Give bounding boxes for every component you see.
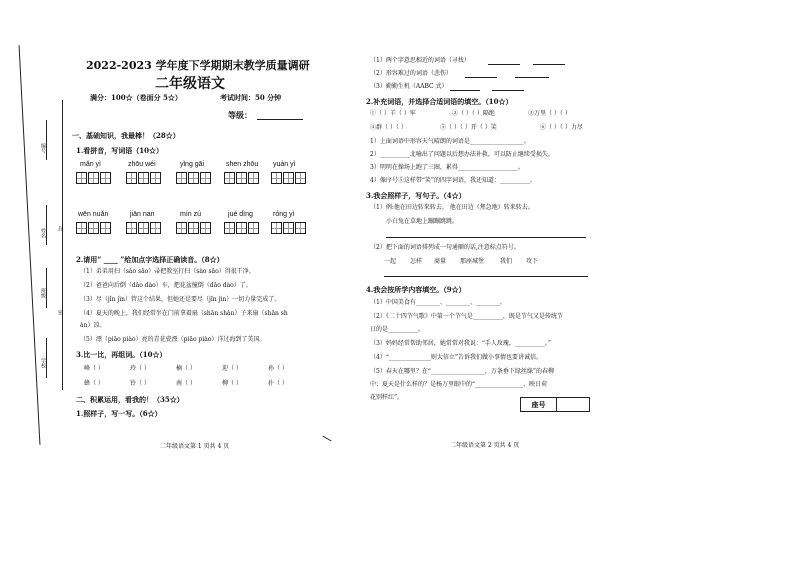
q4-item-5-cont: 中；夏天是什么样的？是杨万里眼中的“________________，映日荷 (370, 381, 548, 388)
pinyin-2-5: róng yì (273, 211, 295, 218)
fill-2-3: ⑥（ ）（ ）力尽 (540, 124, 583, 131)
compare-1-3: 楠（ ） (176, 365, 196, 372)
top-item-2: （2）形容难过的词语（悲伤） (370, 70, 452, 77)
q4-item-4: （4）“______________则大信立”告诉我们做小事情也要讲诚信。 (370, 354, 542, 361)
compare-1-4: 迎（ ） (222, 365, 242, 372)
blank-class (46, 268, 47, 308)
word-5: 我们 (500, 258, 513, 265)
compare-2-5: 扑（ ） (268, 380, 288, 387)
q2-item-4: （4）夏天的晚上，我们经常坐在门前拿着扇（shān shàn）子来扇（shān sh (80, 310, 288, 317)
char-grid-1-5[interactable] (271, 172, 307, 184)
blank-school (46, 338, 47, 378)
q4-item-3: （3）妈妈经常帮助邻居，她常常对我说：“手人玫瑰，__________。” (370, 340, 551, 347)
label-number: 编号 (40, 143, 46, 153)
q2-title: 2.请用“ ____ ”给加点字选择正确读音。（8☆） (76, 255, 224, 264)
word-1: 一起 (384, 258, 397, 265)
pinyin-2-4: jué dìng (228, 211, 253, 218)
top-item-3: （3）勤勤生机（AABC 式） (370, 83, 448, 90)
fill-1-2: ②（ ）（ ）隔绝 (452, 110, 495, 117)
top-blank-3a (450, 90, 480, 91)
top-blank-2b (515, 77, 549, 78)
q4-item-5: （5）春天在哪里？在“__________________，万条垂下绿丝绦”的春柳 (370, 368, 554, 375)
compare-2-1: 蜂（ ） (84, 380, 104, 387)
compare-2-4: 柳（ ） (222, 380, 242, 387)
binding-line-right (62, 100, 63, 390)
pinyin-2-3: mín zú (180, 211, 202, 218)
pinyin-1-3: yǐng gāi (180, 161, 205, 168)
char-grid-1-4[interactable] (224, 172, 260, 184)
q3-example: （1）例:他在田边转来转去。 他在田边（焦急地）转来转去。 (370, 204, 534, 211)
score-info: 满分：100☆（卷面分 5☆） (90, 93, 182, 102)
r-q3-title: 3.我会照样子，写句子。（4☆） (366, 191, 466, 200)
seat-input[interactable] (557, 398, 589, 411)
right-footer: 二年级语文第 2 页共 4 页 (450, 442, 520, 449)
q2-item-1: （1）弟弟用扫（sào sǎo）帚把教室打扫（sào sǎo）得很干净。 (80, 268, 255, 275)
fill-1-1: ①（ ）羊（ ）牢 (370, 110, 416, 117)
section2-heading: 二、积累运用，看我的！（35☆） (76, 395, 184, 404)
word-2: 怎样 (410, 258, 423, 265)
char-grid-1-1[interactable] (76, 172, 112, 184)
s2-q1-title: 1.照样子，写一写。（6☆） (76, 409, 162, 418)
seat-number-box[interactable] (520, 397, 590, 412)
char-grid-2-3[interactable] (176, 222, 212, 234)
compare-2-2: 铃（ ） (130, 380, 150, 387)
q1-title: 1.看拼音，写词语（10☆） (76, 146, 164, 155)
mark-seal: 封 (57, 226, 63, 231)
char-grid-1-2[interactable] (126, 172, 162, 184)
q2-item-3: （3）尽（jǐn jìn）管这个结果，但她还是要尽（jǐn jìn）一切力量完成了。 (80, 296, 281, 303)
compare-1-1: 峰（ ） (84, 365, 104, 372)
word-3: 商量 (434, 258, 447, 265)
word-4: 那座城堡 (460, 258, 485, 265)
fill-2-1: ④群（ ）（ ） (370, 124, 407, 131)
q4-item-2: （2）《二十四节气歌》中第一个节气是__________，既是节气又是传统节 (370, 313, 563, 320)
pinyin-2-1: wēn nuǎn (78, 211, 109, 218)
q4-item-2-cont: 日的是__________。 (370, 326, 425, 333)
compare-1-2: 玲（ ） (130, 365, 150, 372)
left-footer: 二年级语文第 1 页共 4 页 (160, 443, 230, 450)
binding-line-left (19, 45, 41, 445)
exam-title: 2022-2023 学年度下学期期末教学质量调研 (86, 59, 310, 72)
q4-item-5-end: 花别样红”。 (370, 394, 404, 401)
q3-title: 3.比一比，再组词。（10☆） (76, 350, 167, 359)
pinyin-1-5: yuán yì (273, 161, 296, 168)
label-school: 学校 (40, 358, 46, 368)
blank-name (46, 205, 47, 245)
time-info: 考试时间：50 分钟 (220, 93, 282, 102)
pinyin-1-1: mǎn yì (80, 161, 102, 168)
seat-label: 座号 (521, 398, 557, 411)
pinyin-1-2: zhōu wéi (128, 161, 156, 168)
grade-blank (257, 119, 303, 120)
grade-label: 等级： (228, 110, 252, 120)
q4-item-1: （1）中国美食有________、________、________。 (370, 299, 506, 306)
label-class: 班级 (40, 288, 46, 298)
q3-prompt: 小白兔在草地上蹦蹦跳跳。 (386, 218, 459, 225)
label-name: 姓名 (40, 228, 46, 238)
fill-sentence-1: 1）上面词语中形容天气晴朗的词语是__________________。 (370, 138, 530, 145)
word-6: 攻下 (526, 258, 539, 265)
fill-1-3: ③万里（ ）（ ） (528, 110, 571, 117)
top-blank-2a (465, 77, 497, 78)
pinyin-1-4: shen zhōu (226, 161, 259, 168)
q2-item-2: （2）爸爸向后倒（dǎo dào）车，把花盆撞倒（dǎo dào）了。 (80, 282, 252, 289)
compare-1-5: 孙（ ） (268, 365, 288, 372)
q2-item-5: （5）漂（piāo piào）亮的青花瓷漂（piāo piào）洋过海到了美国。 (80, 336, 266, 343)
char-grid-2-1[interactable] (76, 222, 112, 234)
section1-heading: 一、基础知识，我最棒！（28☆） (72, 131, 180, 140)
compare-2-3: 南（ ） (176, 380, 196, 387)
top-blank-3b (492, 90, 524, 91)
char-grid-1-3[interactable] (176, 172, 212, 184)
fill-sentence-4: 4）像序号⑤这样带“笑”的四字词语，我还知道：__________。 (370, 177, 536, 184)
subject-title: 二年级语文 (155, 76, 225, 92)
fill-sentence-2: 2）__________北喻出了问题以后想办法补救，可以防止继续受损失。 (370, 151, 554, 158)
pinyin-2-2: jiān nan (130, 211, 155, 218)
top-blank-1b (533, 64, 565, 65)
q2-item-4-cont: àn）凉。 (80, 322, 106, 329)
char-grid-2-2[interactable] (126, 222, 162, 234)
char-grid-2-5[interactable] (271, 222, 307, 234)
r-q4-title: 4.我会按所学内容填空。（9☆） (366, 285, 466, 294)
char-grid-2-4[interactable] (224, 222, 260, 234)
fill-sentence-3: 3）明明在操场上跑了三圈，累得____________________。 (370, 164, 524, 171)
blank-number (46, 120, 47, 160)
q3-answer-line-2[interactable] (384, 276, 588, 277)
top-item-1: （1）两个字意思相近的词语（寻找） (370, 57, 470, 64)
top-blank-1a (488, 64, 520, 65)
q3-item-2: （2）把下面的词语排列成一句通顺的话,注意标点符号。 (370, 244, 520, 251)
page-corner-mark (322, 436, 331, 442)
mark-secret: 密 (57, 310, 63, 315)
q3-answer-line-1[interactable] (386, 237, 586, 238)
fill-2-2: ⑤（ ）（ ）开（ ）笑 (440, 124, 497, 131)
r-q2-title: 2.补充词语，并选择合适词语的填空。（10☆） (366, 97, 513, 106)
